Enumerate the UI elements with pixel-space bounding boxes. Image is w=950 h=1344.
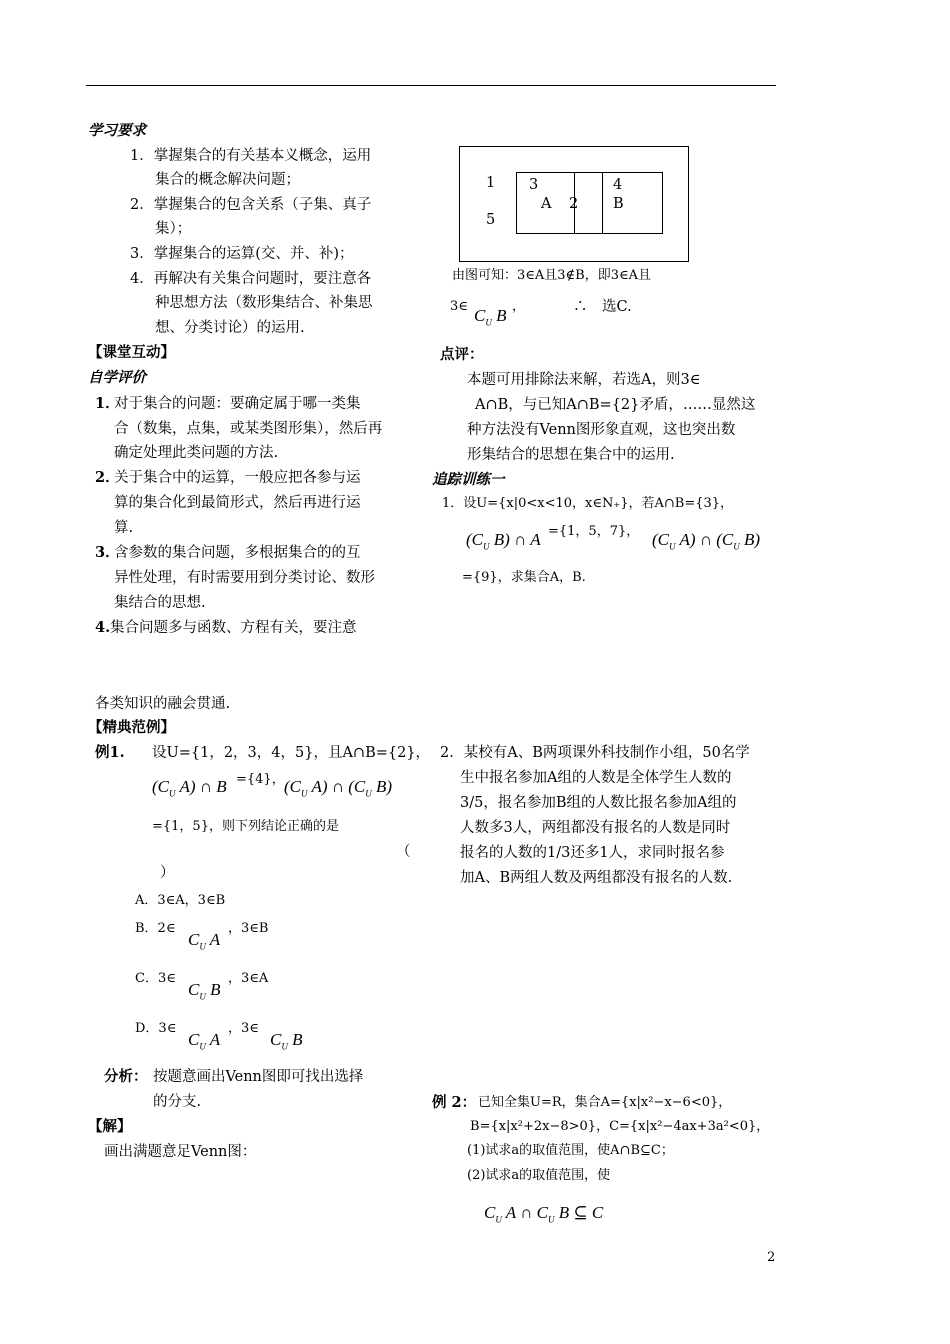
solution-text: ， bbox=[512, 299, 526, 314]
math-expression: ($C_U$ A) ∩ ($C_U$ B) bbox=[652, 530, 761, 552]
track-q2: 2．某校有A、B两项课外科技制作小组，50名学 bbox=[440, 745, 750, 761]
option-b: B．2∈ bbox=[135, 921, 176, 936]
item-number: 2． bbox=[95, 469, 120, 486]
solution-text: 3∈ bbox=[450, 299, 468, 314]
selfeval-line: 异性处理，有时需要用到分类讨论、数形 bbox=[114, 570, 375, 586]
math-expression: $C_U$ A bbox=[188, 1030, 221, 1052]
section-title-examples: 【精典范例】 bbox=[88, 719, 175, 736]
option-b-tail: ，3∈B bbox=[228, 921, 269, 936]
example-text: (2)试求a的取值范围，使 bbox=[467, 1168, 611, 1183]
example-label: 例1. bbox=[95, 744, 125, 761]
comment-line: 本题可用排除法来解，若选A，则3∈ bbox=[467, 372, 701, 388]
example-text: 设U={1，2，3，4，5}，且A∩B={2}， bbox=[152, 745, 431, 761]
item-number: 3． bbox=[95, 544, 120, 561]
math-expression: $C_U$ A bbox=[188, 930, 221, 952]
math-expression: $C_U$ B bbox=[270, 1030, 303, 1052]
math-expression: ($C_U$ A) ∩ B bbox=[152, 777, 227, 799]
section-title-interact: 【课堂互动】 bbox=[88, 344, 175, 361]
comment-line: A∩B，与已知A∩B={2}矛盾，……显然这 bbox=[475, 397, 756, 413]
option-a: A．3∈A，3∈B bbox=[135, 893, 226, 908]
track-q1-eq: ={1，5，7}， bbox=[548, 524, 640, 539]
venn-element: 3 bbox=[529, 177, 539, 193]
example-text: B={x|x²+2x−8>0}，C={x|x²−4ax+3a²<0}， bbox=[470, 1119, 770, 1134]
section-title-requirements: 学习要求 bbox=[88, 122, 146, 139]
req-line: 3．掌握集合的运算(交、并、补)； bbox=[130, 246, 354, 262]
example-label: 例 2： bbox=[432, 1094, 477, 1111]
venn-label-b: B bbox=[613, 196, 624, 212]
math-expression: $C_U$ A ∩ $C_U$ B ⊆ C bbox=[484, 1203, 604, 1225]
venn-divider bbox=[602, 172, 603, 233]
option-c-tail: ，3∈A bbox=[228, 971, 269, 986]
selfeval-continuation: 各类知识的融会贯通. bbox=[95, 696, 231, 712]
example-text: 已知全集U=R，集合A={x|x²−x−6<0}， bbox=[478, 1095, 732, 1110]
example-text: (1)试求a的取值范围，使A∩B⊆C； bbox=[467, 1143, 674, 1158]
answer-paren: ） bbox=[160, 865, 175, 881]
track-q2: 生中报名参加A组的人数是全体学生人数的 bbox=[460, 770, 732, 786]
venn-element: 5 bbox=[486, 212, 496, 228]
answer-paren: （ bbox=[396, 844, 411, 860]
comment-line: 形集结合的思想在集合中的运用. bbox=[467, 447, 675, 463]
req-line: 集合的概念解决问题； bbox=[155, 172, 300, 188]
analysis-label: 分析： bbox=[104, 1068, 148, 1085]
req-line: 4．再解决有关集合问题时，要注意各 bbox=[130, 271, 372, 287]
item-number: 4. bbox=[95, 619, 111, 636]
option-c: C．3∈ bbox=[135, 971, 176, 986]
track-q2: 人数多3人，两组都没有报名的人数是同时 bbox=[460, 820, 731, 836]
selfeval-line: 算. bbox=[114, 520, 134, 536]
section-title-selfeval: 自学评价 bbox=[88, 369, 146, 386]
venn-element: 4 bbox=[613, 177, 623, 193]
math-expression: $C_U$ B bbox=[188, 980, 221, 1002]
comment-line: 种方法没有Venn图形象直观，这也突出数 bbox=[467, 422, 736, 438]
selfeval-line: 集合问题多与函数、方程有关，要注意 bbox=[110, 620, 357, 636]
item-number: 1． bbox=[95, 395, 120, 412]
section-title-track: 追踪训练一 bbox=[432, 471, 505, 488]
req-line: 想、分类讨论）的运用. bbox=[155, 320, 305, 336]
track-q2: 报名的人数的1/3还多1人，求同时报名参 bbox=[460, 845, 725, 861]
selfeval-line: 合（数集，点集，或某类图形集），然后再 bbox=[114, 421, 383, 437]
comment-label: 点评： bbox=[440, 346, 484, 363]
conclusion: ∴ 选C. bbox=[573, 299, 632, 315]
req-line: 集）； bbox=[155, 221, 192, 237]
req-line: 1．掌握集合的有关基本义概念，运用 bbox=[130, 148, 372, 164]
selfeval-line: 对于集合的问题：要确定属于哪一类集 bbox=[114, 396, 361, 412]
example-eq: ={4}， bbox=[236, 772, 285, 787]
math-expression: $C_U$ B bbox=[474, 306, 507, 328]
track-q2: 3/5，报名参加B组的人数比报名参加A组的 bbox=[460, 795, 737, 811]
example-text: ={1，5}，则下列结论正确的是 bbox=[152, 819, 339, 834]
selfeval-line: 含参数的集合问题，多根据集合的的互 bbox=[114, 545, 361, 561]
analysis-text: 的分支. bbox=[153, 1094, 202, 1110]
math-expression: ($C_U$ B) ∩ A bbox=[466, 530, 541, 552]
option-d: D．3∈ bbox=[135, 1021, 177, 1036]
track-q2: 加A、B两组人数及两组都没有报名的人数. bbox=[460, 870, 733, 886]
req-line: 2．掌握集合的包含关系（子集、真子 bbox=[130, 197, 372, 213]
solution-label: 【解】 bbox=[88, 1118, 132, 1135]
header-rule bbox=[86, 85, 776, 86]
selfeval-line: 算的集合化到最简形式，然后再进行运 bbox=[114, 495, 361, 511]
math-expression: ($C_U$ A) ∩ ($C_U$ B) bbox=[284, 777, 393, 799]
analysis-text: 按题意画出Venn图即可找出选择 bbox=[153, 1069, 364, 1085]
selfeval-line: 关于集合中的运算，一般应把各参与运 bbox=[114, 470, 361, 486]
selfeval-line: 集结合的思想. bbox=[114, 595, 206, 611]
solution-text: 画出满题意足Venn图： bbox=[104, 1144, 257, 1160]
req-line: 种思想方法（数形集结合、补集思 bbox=[155, 295, 373, 311]
selfeval-line: 确定处理此类问题的方法. bbox=[114, 445, 279, 461]
venn-label-a: A bbox=[541, 196, 552, 212]
option-d-mid: ，3∈ bbox=[228, 1021, 259, 1036]
page-number: 2 bbox=[767, 1250, 776, 1265]
solution-text: 由图可知：3∈A且3∉B，即3∈A且 bbox=[452, 268, 652, 283]
track-q1: 1．设U={x|0<x<10，x∈N₊}，若A∩B={3}， bbox=[442, 496, 734, 511]
venn-element: 2 bbox=[569, 196, 579, 212]
venn-element: 1 bbox=[486, 175, 496, 191]
track-q1: ={9}，求集合A，B. bbox=[462, 570, 586, 585]
